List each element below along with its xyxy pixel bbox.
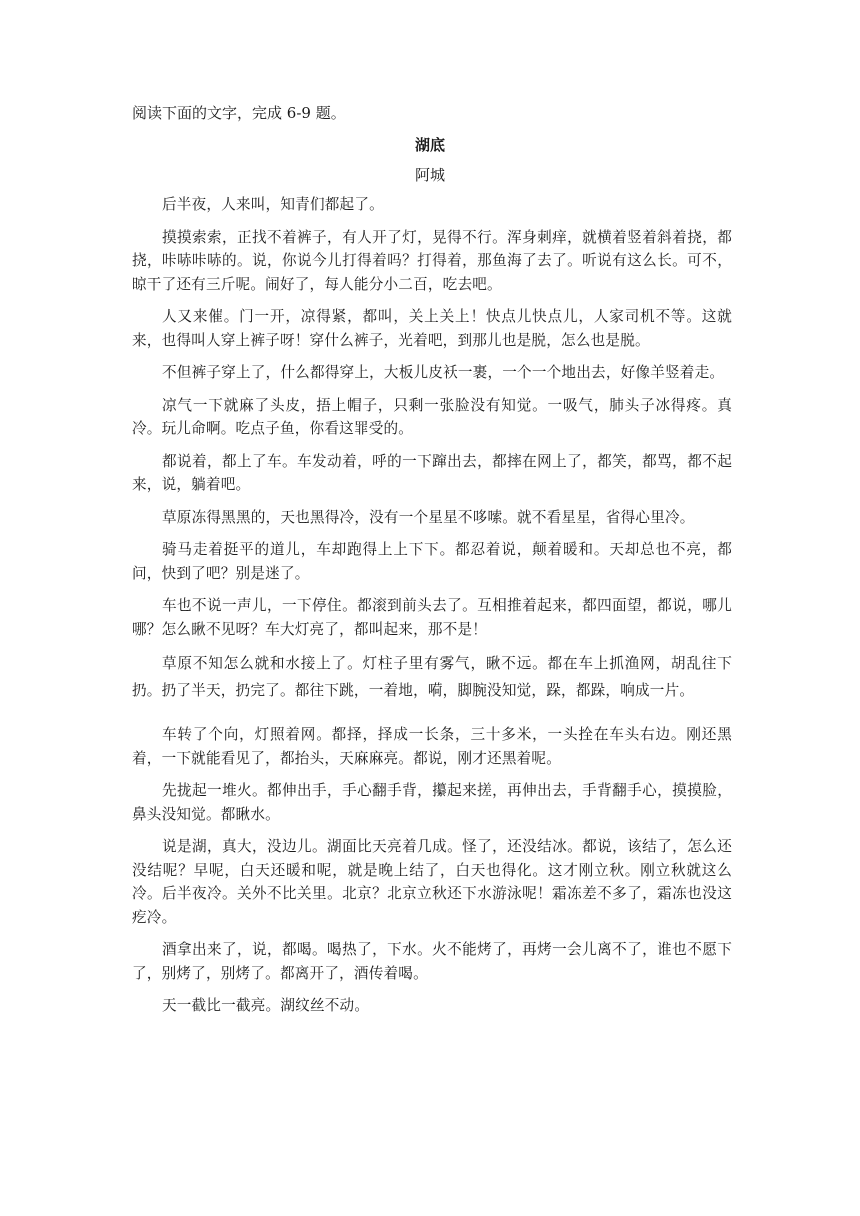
paragraph: 凉气一下就麻了头皮，捂上帽子，只剩一张脸没有知觉。一吸气，肺头子冰得疼。真冷。玩儿命啊。吃点子鱼，你看这罪受的。: [132, 396, 732, 437]
paragraph: 说是湖，真大，没边儿。湖面比天亮着几成。怪了，还没结冰。都说，该结了，怎么还没结呢？早呢，白天还暖和呢，就是晚上结了，白天也得化。这才刚立秋。刚立秋就这么冷。后半夜冷。关外不比关里。北京？北京立秋还下水游泳呢！霜冻差不多了，霜冻也没这疙冷。: [132, 838, 732, 926]
paragraph: 酒拿出来了，说，都喝。喝热了，下水。火不能烤了，再烤一会儿离不了，谁也不愿下了，别烤了，别烤了。都离开了，酒传着喝。: [132, 941, 732, 982]
paragraph: 车也不说一声儿，一下停住。都滚到前头去了。互相推着起来，都四面望，都说，哪儿哪？怎么瞅不见呀？车大灯亮了，都叫起来，那不是！: [132, 597, 732, 638]
article-title: 湖底: [414, 136, 445, 154]
paragraph: 人又来催。门一开，凉得紧，都叫，关上关上！快点儿快点儿，人家司机不等。这就来，也得叫人穿上裤子呀！穿什么裤子，光着吧，到那儿也是脱，怎么也是脱。: [132, 308, 732, 349]
article-body: [132, 193, 732, 1027]
paragraph: 草原冻得黑黑的，天也黑得冷，没有一个星星不哆嗦。就不看星星，省得心里冷。: [162, 508, 695, 526]
paragraph: 天一截比一截亮。湖纹丝不动。: [162, 997, 370, 1014]
paragraph: 都说着，都上了车。车发动着，呼的一下蹿出去，都摔在网上了，都笑，都骂，都不起来，说，躺着吧。: [132, 452, 732, 493]
paragraph: 后半夜，人来叫，知青们都起了。: [162, 196, 384, 213]
article-author: 阿城: [414, 166, 445, 184]
question-instruction: 阅读下面的文字，完成 6-9 题。: [132, 104, 346, 122]
paragraph: 骑马走着挺平的道儿，车却跑得上上下下。都忍着说，颠着暖和。天却总也不亮，都问，快到了吧？别是迷了。: [132, 541, 732, 582]
paragraph: 先拢起一堆火。都伸出手，手心翻手背，攥起来搓，再伸出去，手背翻手心，摸摸脸，鼻头没知觉。都瞅水。: [132, 782, 732, 823]
paragraph: 不但裤子穿上了，什么都得穿上，大板儿皮袄一裹，一个一个地出去，好像羊竖着走。: [162, 364, 725, 381]
paragraph: 草原不知怎么就和水接上了。灯柱子里有雾气，瞅不远。都在车上抓渔网，胡乱往下扔。扔了半天，扔完了。都往下跳，一着地，嗬，脚腕没知觉，跺，都跺，响成一片。: [132, 655, 732, 699]
paragraph: 摸摸索索，正找不着裤子，有人开了灯，晃得不行。浑身刺痒，就横着竖着斜着挠，都挠，咔哧咔哧的。说，你说今儿打得着吗？打得着，那鱼海了去了。听说有这么长。可不，晾干了还有三斤呢。闹好了，每人能分小二百，吃去吧。: [132, 228, 732, 293]
paragraph: 车转了个向，灯照着网。都择，择成一长条，三十多米，一头拴在车头右边。刚还黑着，一下就能看见了，都抬头，天麻麻亮。都说，刚才还黑着呢。: [132, 726, 732, 767]
